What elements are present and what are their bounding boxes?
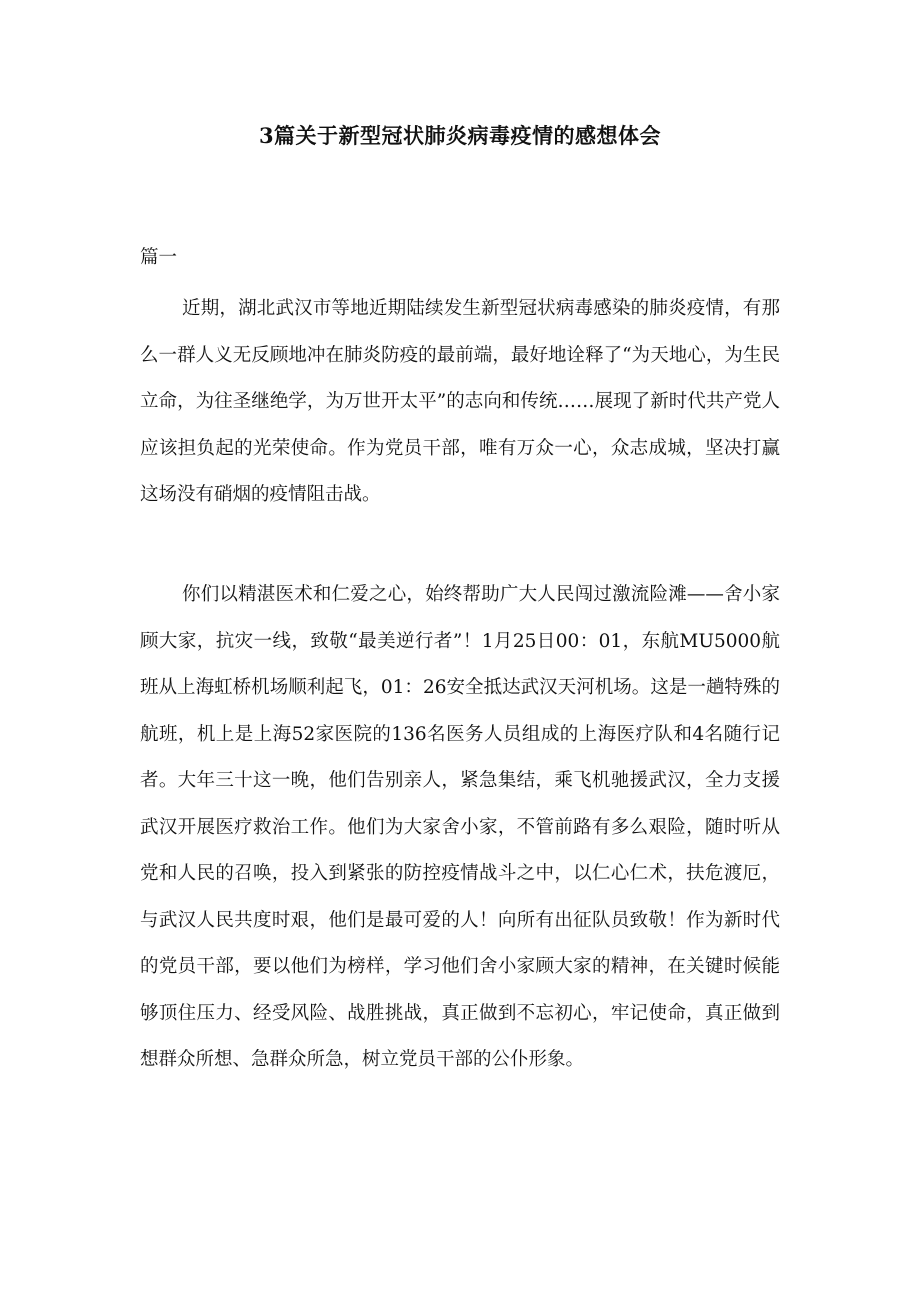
document-title: 3篇关于新型冠状肺炎病毒疫情的感想体会 — [258, 123, 662, 148]
section-label: 篇一 — [140, 247, 178, 268]
paragraph-1: 近期，湖北武汉市等地近期陆续发生新型冠状病毒感染的肺炎疫情，有那么一群人义无反顾地冲在肺炎防疫的最前端，最好地诠释了“为天地心，为生民立命，为往圣继绝学，为万世开太平”的志向和传统……展现了新时代共产党人应该担负起的光荣使命。作为党员干部，唯有万众一心，众志成城，坚决打赢这场没有硝烟的疫情阻击战。 — [140, 298, 780, 505]
paragraph-2: 你们以精湛医术和仁爱之心，始终帮助广大人民闯过激流险滩——舍小家顾大家，抗灾一线，致敬“最美逆行者”！1月25日00：01，东航MU5000航班从上海虹桥机场顺利起飞，01：26安全抵达武汉天河机场。这是一趟特殊的航班，机上是上海52家医院的136名医务人员组成的上海医疗队和4名随行记者。大年三十这一晚，他们告别亲人，紧急集结，乘飞机驰援武汉，全力支援武汉开展医疗救治工作。他们为大家舍小家，不管前路有多么艰险，随时听从党和人民的召唤，投入到紧张的防控疫情战斗之中，以仁心仁术，扶危渡厄，与武汉人民共度时艰，他们是最可爱的人！向所有出征队员致敬！作为新时代的党员干部，要以他们为榜样，学习他们舍小家顾大家的精神，在关键时候能够顶住压力、经受风险、战胜挑战，真正做到不忘初心，牢记使命，真正做到想群众所想、急群众所急，树立党员干部的公仆形象。 — [140, 584, 780, 1070]
